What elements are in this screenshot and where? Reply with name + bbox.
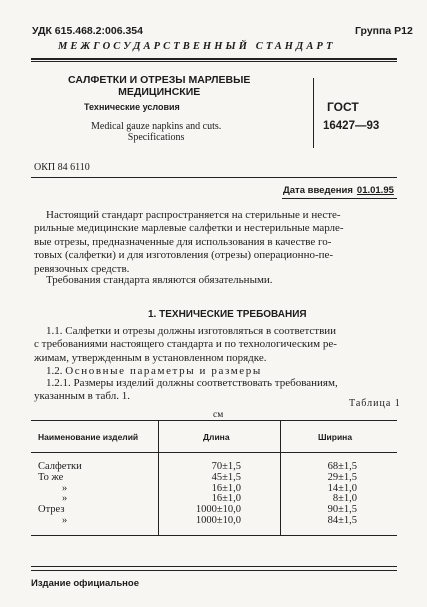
paragraph-1-1	[34, 325, 337, 365]
intro-line: Настоящий стандарт распространяется на стерильные и несте-	[46, 209, 341, 221]
intro-date	[283, 185, 394, 196]
okp-code: ОКП 84 6110	[34, 162, 90, 173]
table-header-border	[31, 452, 397, 453]
gost-label: ГОСТ	[327, 100, 359, 114]
table-cell-length: 45±1,5	[211, 471, 241, 483]
table-label: Таблица 1	[349, 398, 401, 409]
table-cell-name: Отрез	[38, 504, 65, 516]
intro-line: вые отрезы, предназначенные для использования в качестве го-	[34, 235, 332, 248]
table-cell-width: 90±1,5	[327, 504, 357, 516]
table-cell-length: 70±1,5	[211, 461, 241, 472]
mandatory-line: Требования стандарта являются обязательными.	[46, 274, 273, 286]
mandatory-paragraph	[34, 274, 273, 287]
p11-line: 1.1. Салфетки и отрезы должны изготовляться в соответствии	[46, 325, 337, 337]
gost-number: 16427—93	[323, 120, 380, 132]
p12-text: Основные параметры и размеры	[65, 365, 262, 377]
table-cell-name: Салфетки	[38, 461, 82, 472]
table-cell-name: То же	[38, 471, 64, 483]
intro-line: ревязочных средств.	[34, 262, 130, 275]
table-top-border	[31, 420, 397, 421]
top-rule-2	[31, 61, 397, 62]
intro-date-value: 01.01.95	[356, 185, 394, 196]
table-cell-length: 1000±10,0	[195, 504, 241, 516]
section-heading: 1. ТЕХНИЧЕСКИЕ ТРЕБОВАНИЯ	[148, 309, 307, 320]
table-cell-width: 84±1,5	[327, 515, 357, 526]
p121-line: указанным в табл. 1.	[34, 390, 130, 403]
table-cell-length: 16±1,0	[211, 493, 241, 505]
table-cell-length: 16±1,0	[211, 482, 241, 494]
table-header-width: Ширина	[318, 432, 353, 442]
table-cell-width: 29±1,5	[327, 471, 357, 483]
table-cell-name: »	[62, 515, 68, 526]
udk-code: УДК 615.468.2:006.354	[32, 25, 143, 37]
table-header-length: Длина	[203, 432, 230, 442]
table-unit: см	[213, 410, 224, 420]
table-header-name: Наименование изделий	[38, 432, 139, 442]
document-subtitle: Технические условия	[84, 102, 180, 112]
table-cell-width: 8±1,0	[332, 493, 357, 505]
table-cell-name: »	[62, 482, 68, 494]
title-line-1: САЛФЕТКИ И ОТРЕЗЫ МАРЛЕВЫЕ	[68, 74, 251, 86]
paragraph-1-2-1	[34, 377, 338, 404]
mid-rule	[31, 177, 397, 178]
date-rule	[282, 198, 397, 199]
intro-paragraph	[34, 209, 344, 276]
table-column-divider	[280, 420, 281, 535]
table-cell-length: 1000±10,0	[195, 515, 241, 526]
group-code: Группа Р12	[355, 25, 413, 37]
footer-rule-2	[31, 570, 397, 571]
official-edition: Издание официальное	[31, 578, 139, 589]
gost-divider	[313, 78, 314, 148]
intro-line: товых (салфетки) и для изготовления (отрезы) операционно-пе-	[34, 249, 334, 262]
document-title	[68, 74, 250, 98]
english-title-line-1: Medical gauze napkins and cuts.	[91, 121, 222, 132]
table-column-divider	[158, 420, 159, 535]
intro-date-label: Дата введения	[283, 185, 353, 196]
title-line-2: МЕДИЦИНСКИЕ	[118, 86, 201, 98]
table-cell-width: 14±1,0	[327, 482, 357, 494]
interstate-standard-heading: МЕЖГОСУДАРСТВЕННЫЙ СТАНДАРТ	[58, 41, 336, 52]
p11-line: жимам, утвержденным в установленном порядке.	[34, 351, 267, 364]
table-cell-name: »	[62, 493, 68, 505]
p12-number: 1.2.	[46, 365, 63, 377]
table-bottom-border	[31, 535, 397, 536]
english-title-line-2: Specifications	[127, 132, 185, 143]
p11-line: с требованиями настоящего стандарта и по технологическим ре-	[34, 338, 337, 351]
english-title	[91, 121, 221, 143]
p121-line: 1.2.1. Размеры изделий должны соответствовать требованиям,	[46, 377, 338, 389]
table-cell-width: 68±1,5	[327, 461, 357, 472]
top-rule	[31, 58, 397, 60]
footer-rule	[31, 566, 397, 567]
intro-line: рильные медицинские марлевые салфетки и нестерильные марле-	[34, 222, 344, 235]
